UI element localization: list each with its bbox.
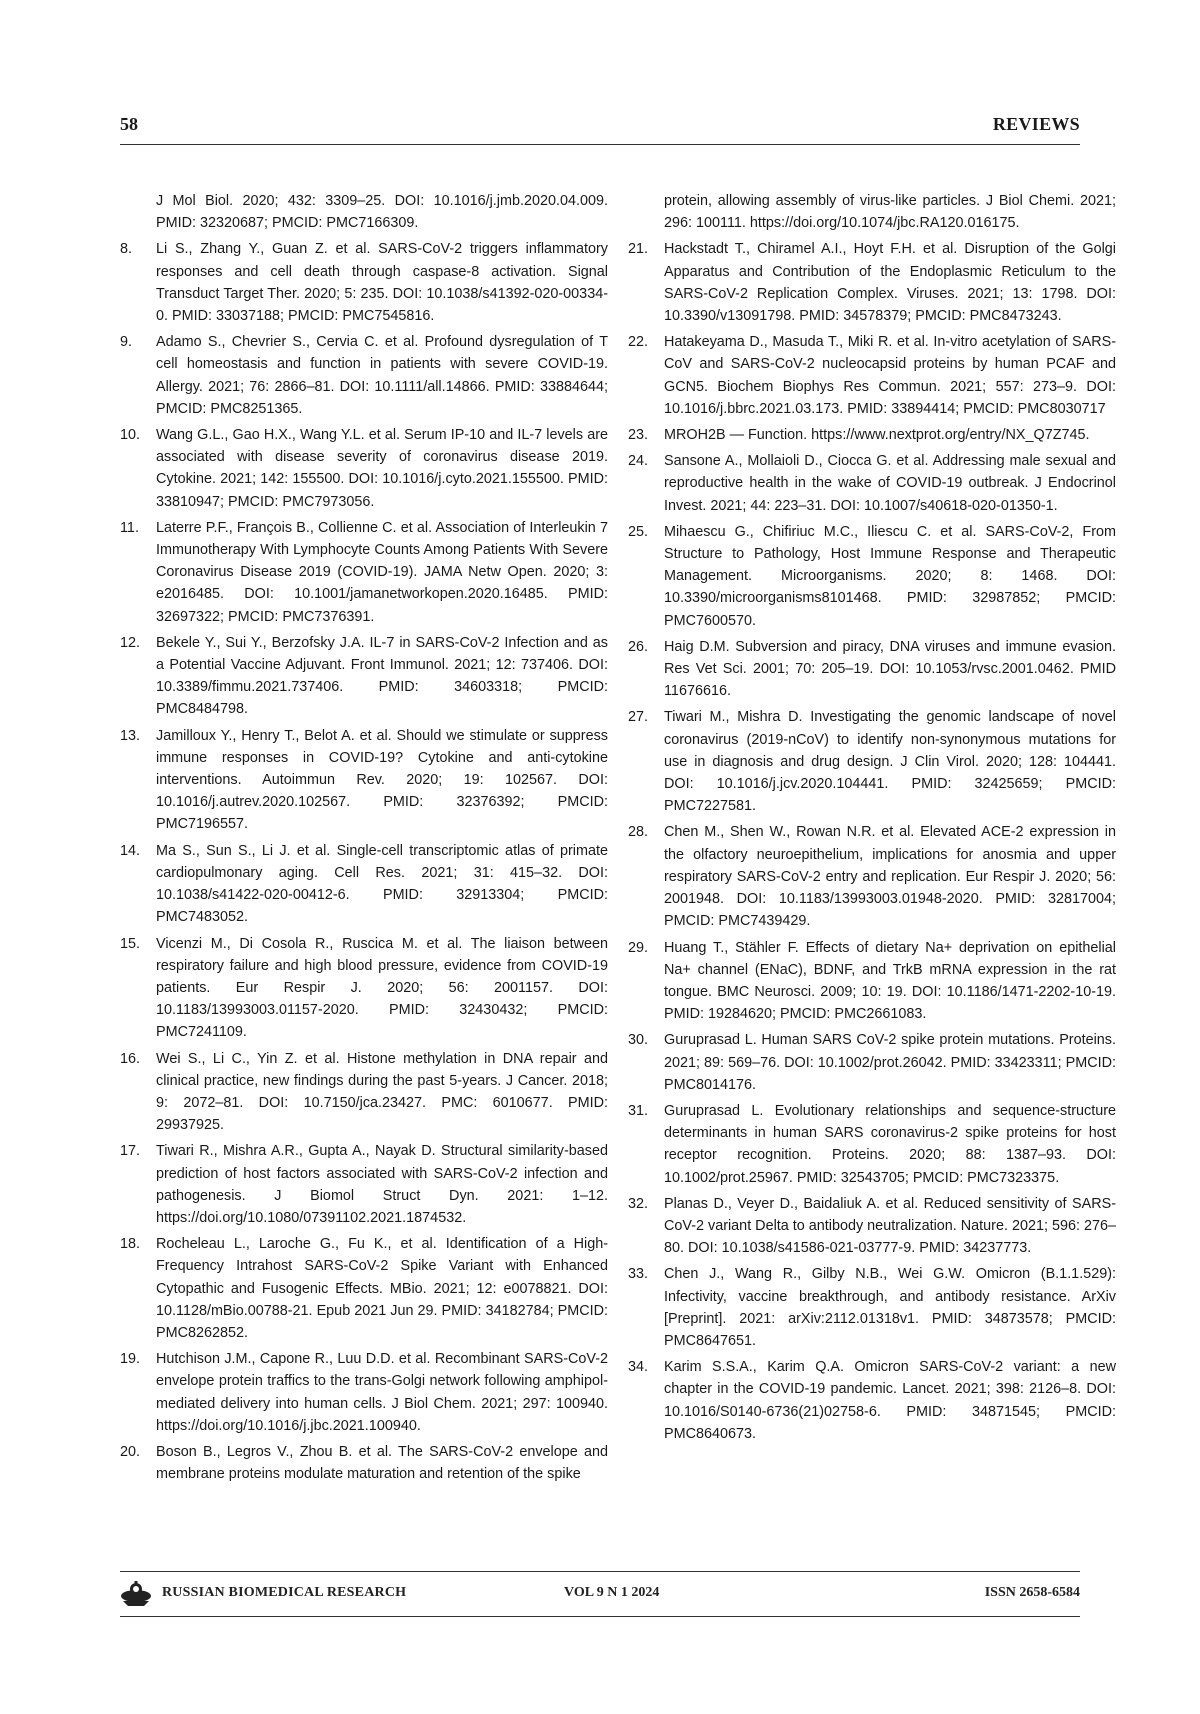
reference-number: 23. [628,427,649,444]
reference-item [120,725,608,836]
reference-text: Laterre P.F., François B., Collienne C. et al. Association of Interleukin 7 Immunotherapy With Lymphocyte Counts Among Patients With Severe Coronavirus Disease 2019 (COVID-19). JAMA Netw Open. 2020; 3: e2016485. DOI: 10.1001/jamanetworkopen.2020.16485. PMID: 32697322; PMCID: PMC7376391. [156,519,608,625]
reference-item [628,521,1116,632]
reference-number: 11. [120,519,139,536]
reference-number: 18. [120,1236,141,1253]
reference-text: Chen M., Shen W., Rowan N.R. et al. Elevated ACE-2 expression in the olfactory neuroepithelium, implications for anosmia and upper respiratory SARS-CoV-2 entry and replication. Eur Respir J. 2020; 56: 2001948. DOI: 10.1183/13993003.01948-2020. PMID: 32817004; PMCID: PMC7439429. [664,824,1116,930]
reference-number: 30. [628,1032,649,1049]
reference-text: MROH2B — Function. https://www.nextprot.org/entry/NX_Q7Z745. [664,427,1090,444]
reference-item [628,450,1116,517]
reference-text: Sansone A., Mollaioli D., Ciocca G. et al. Addressing male sexual and reproductive health in the wake of COVID-19 outbreak. J Endocrinol Invest. 2021; 44: 223–31. DOI: 10.1007/s40618-020-01350-1. [664,453,1116,514]
reference-item [628,1356,1116,1445]
reference-text: Tiwari M., Mishra D. Investigating the genomic landscape of novel coronavirus (2019-nCoV) to identify non-synonymous mutations for use in diagnosis and drug design. J Clin Virol. 2020; 128: 104441. DOI: 10.1016/j.jcv.2020.104441. PMID: 32425659; PMCID: PMC7227581. [664,709,1116,815]
journal-logo-icon [120,1581,152,1607]
reference-number: 29. [628,939,649,956]
reference-number: 26. [628,638,649,655]
reference-column-left [120,190,608,1489]
reference-item [120,933,608,1044]
reference-item [120,238,608,327]
reference-text: Wei S., Li C., Yin Z. et al. Histone methylation in DNA repair and clinical practice, new findings during the past 5-years. J Cancer. 2018; 9: 2072–81. DOI: 10.7150/jca.23427. PMC: 6010677. PMID: 29937925. [156,1050,608,1134]
reference-item [628,190,1116,234]
issn: ISSN 2658-6584 [984,1585,1080,1600]
reference-text: protein, allowing assembly of virus-like particles. J Biol Chemi. 2021; 296: 100111. https://doi.org/10.1074/jbc.RA120.016175. [664,193,1116,232]
section-title: REVIEWS [992,114,1080,134]
reference-item [120,1233,608,1344]
reference-number: 27. [628,709,649,726]
reference-item [120,1140,608,1229]
reference-text: Bekele Y., Sui Y., Berzofsky J.A. IL-7 in SARS-CoV-2 Infection and as a Potential Vaccine Adjuvant. Front Immunol. 2021; 12: 737406. DOI: 10.3389/fimmu.2021.737406. PMID: 34603318; PMCID: PMC8484798. [156,634,608,718]
reference-item [120,331,608,420]
reference-number: 33. [628,1266,649,1283]
reference-item [120,190,608,234]
reference-number: 25. [628,523,649,540]
reference-text: Wang G.L., Gao H.X., Wang Y.L. et al. Serum IP-10 and IL-7 levels are associated with disease severity of coronavirus disease 2019. Cytokine. 2021; 142: 155500. DOI: 10.1016/j.cyto.2021.155500. PMID: 33810947; PMCID: PMC7973056. [156,427,608,510]
reference-item [628,1100,1116,1189]
reference-item [628,424,1116,446]
journal-name: RUSSIAN BIOMEDICAL RESEARCH [162,1585,407,1600]
page-header [120,110,1080,145]
reference-text: Jamilloux Y., Henry T., Belot A. et al. Should we stimulate or suppress immune responses in COVID-19? Cytokine and anti-cytokine interventions. Autoimmun Rev. 2020; 19: 102567. DOI: 10.1016/j.autrev.2020.102567. PMID: 32376392; PMCID: PMC7196557. [156,727,608,833]
reference-item [628,331,1116,420]
reference-number: 22. [628,334,649,351]
reference-text: Li S., Zhang Y., Guan Z. et al. SARS-CoV-2 triggers inflammatory responses and cell death through caspase-8 activation. Signal Transduct Target Ther. 2020; 5: 235. DOI: 10.1038/s41392-020-00334-0. PMID: 33037188; PMCID: PMC7545816. [156,241,608,325]
reference-text: J Mol Biol. 2020; 432: 3309–25. DOI: 10.1016/j.jmb.2020.04.009. PMID: 32320687; PMCID: PMC7166309. [156,193,608,232]
reference-number: 8. [120,241,133,258]
reference-item [120,840,608,929]
reference-text: Haig D.M. Subversion and piracy, DNA viruses and immune evasion. Res Vet Sci. 2001; 70: 205–19. DOI: 10.1053/rvsc.2001.0462. PMID 11676616. [664,638,1116,700]
reference-text: Karim S.S.A., Karim Q.A. Omicron SARS-CoV-2 variant: a new chapter in the COVID-19 pandemic. Lancet. 2021; 398: 2126–8. DOI: 10.1016/S0140-6736(21)02758-6. PMID: 34871545; PMCID: PMC8640673. [664,1359,1116,1442]
reference-text: Guruprasad L. Human SARS CoV-2 spike protein mutations. Proteins. 2021; 89: 569–76. DOI: 10.1002/prot.26042. PMID: 33423311; PMCID: PMC8014176. [664,1032,1116,1093]
reference-item [628,821,1116,932]
reference-number: 17. [120,1143,141,1160]
reference-number: 24. [628,453,649,470]
reference-number: 16. [120,1050,141,1067]
reference-item [120,632,608,721]
reference-number: 19. [120,1351,141,1368]
reference-item [628,706,1116,817]
reference-item [120,424,608,513]
reference-item [120,1441,608,1485]
reference-number: 21. [628,241,649,258]
reference-text: Mihaescu G., Chifiriuc M.C., Iliescu C. et al. SARS-CoV-2, From Structure to Pathology, Host Immune Response and Therapeutic Management. Microorganisms. 2020; 8: 1468. DOI: 10.3390/microorganisms8101468. PMID: 32987852; PMCID: PMC7600570. [664,523,1116,629]
reference-item [628,1029,1116,1096]
reference-item [628,1193,1116,1260]
reference-text: Adamo S., Chevrier S., Cervia C. et al. Profound dysregulation of T cell homeostasis and function in patients with severe COVID-19. Allergy. 2021; 76: 2866–81. DOI: 10.1111/all.14866. PMID: 33884644; PMCID: PMC8251365. [156,334,608,417]
reference-number: 12. [120,634,141,651]
reference-text: Ma S., Sun S., Li J. et al. Single-cell transcriptomic atlas of primate cardiopulmonary aging. Cell Res. 2021; 31: 415–32. DOI: 10.1038/s41422-020-00412-6. PMID: 32913304; PMCID: PMC7483052. [156,842,608,926]
reference-item [628,937,1116,1026]
reference-number: 9. [120,334,133,351]
reference-item [628,636,1116,703]
reference-text: Boson B., Legros V., Zhou B. et al. The SARS-CoV-2 envelope and membrane proteins modulate maturation and retention of the spike [156,1443,608,1483]
reference-text: Huang T., Stähler F. Effects of dietary Na+ deprivation on epithelial Na+ channel (ENaC), BDNF, and TrkB mRNA expression in the rat tongue. BMC Neurosci. 2009; 10: 19. DOI: 10.1186/1471-2202-10-19. PMID: 19284620; PMCID: PMC2661083. [664,939,1116,1023]
reference-number: 15. [120,935,141,952]
reference-item [120,517,608,628]
volume-issue: VOL 9 N 1 2024 [564,1585,660,1600]
reference-item [628,238,1116,327]
reference-text: Guruprasad L. Evolutionary relationships and sequence-structure determinants in human SARS coronavirus-2 spike proteins for host receptor recognition. Proteins. 2020; 88: 1387–93. DOI: 10.1002/prot.25967. PMID: 32543705; PMCID: PMC7323375. [664,1102,1116,1186]
reference-number: 32. [628,1195,649,1212]
reference-item [120,1348,608,1437]
reference-item [120,1048,608,1137]
reference-text: Rocheleau L., Laroche G., Fu K., et al. Identification of a High-Frequency Intrahost SARS-CoV-2 Spike Variant with Enhanced Cytopathic and Fusogenic Effects. MBio. 2021; 12: e0078821. DOI: 10.1128/mBio.00788-21. Epub 2021 Jun 29. PMID: 34182784; PMCID: PMC8262852. [156,1236,608,1341]
reference-number: 10. [120,427,141,444]
reference-item [628,1263,1116,1352]
reference-text: Hatakeyama D., Masuda T., Miki R. et al. In-vitro acetylation of SARS-CoV and SARS-CoV-2 nucleocapsid proteins by human PCAF and GCN5. Biochem Biophys Res Commun. 2021; 557: 273–9. DOI: 10.1016/j.bbrc.2021.03.173. PMID: 33894414; PMCID: PMC8030717 [664,334,1116,417]
reference-number: 14. [120,842,141,859]
reference-number: 34. [628,1359,649,1376]
reference-column-right [628,190,1116,1449]
reference-text: Hutchison J.M., Capone R., Luu D.D. et al. Recombinant SARS-CoV-2 envelope protein traffics to the trans-Golgi network following amphipol-mediated delivery into human cells. J Biol Chem. 2021; 297: 100940. https://doi.org/10.1016/j.jbc.2021.100940. [156,1351,608,1434]
reference-number: 20. [120,1443,141,1460]
reference-text: Vicenzi M., Di Cosola R., Ruscica M. et al. The liaison between respiratory failure and high blood pressure, evidence from COVID-19 patients. Eur Respir J. 2020; 56: 2001157. DOI: 10.1183/13993003.01157-2020. PMID: 32430432; PMCID: PMC7241109. [156,935,608,1041]
reference-text: Tiwari R., Mishra A.R., Gupta A., Nayak D. Structural similarity-based prediction of host factors associated with SARS-CoV-2 infection and pathogenesis. J Biomol Struct Dyn. 2021: 1–12. https://doi.org/10.1080/07391102.2021.1874532. [156,1143,608,1226]
reference-number: 31. [628,1102,649,1119]
reference-text: Planas D., Veyer D., Baidaliuk A. et al. Reduced sensitivity of SARS-CoV-2 variant Delta to antibody neutralization. Nature. 2021; 596: 276–80. DOI: 10.1038/s41586-021-03777-9. PMID: 34237773. [664,1195,1116,1257]
reference-text: Chen J., Wang R., Gilby N.B., Wei G.W. Omicron (B.1.1.529): Infectivity, vaccine breakthrough, and antibody resistance. ArXiv [Preprint]. 2021: arXiv:2112.01318v1. PMID: 34873578; PMCID: PMC8647651. [664,1266,1116,1349]
reference-number: 13. [120,727,141,744]
page-number: 58 [120,114,138,134]
reference-text: Hackstadt T., Chiramel A.I., Hoyt F.H. et al. Disruption of the Golgi Apparatus and Contribution of the Endoplasmic Reticulum to the SARS-CoV-2 Replication Complex. Viruses. 2021; 13: 1798. DOI: 10.3390/v13091798. PMID: 34578379; PMCID: PMC8473243. [664,241,1116,325]
page-footer [120,1571,1080,1617]
reference-number: 28. [628,824,649,841]
